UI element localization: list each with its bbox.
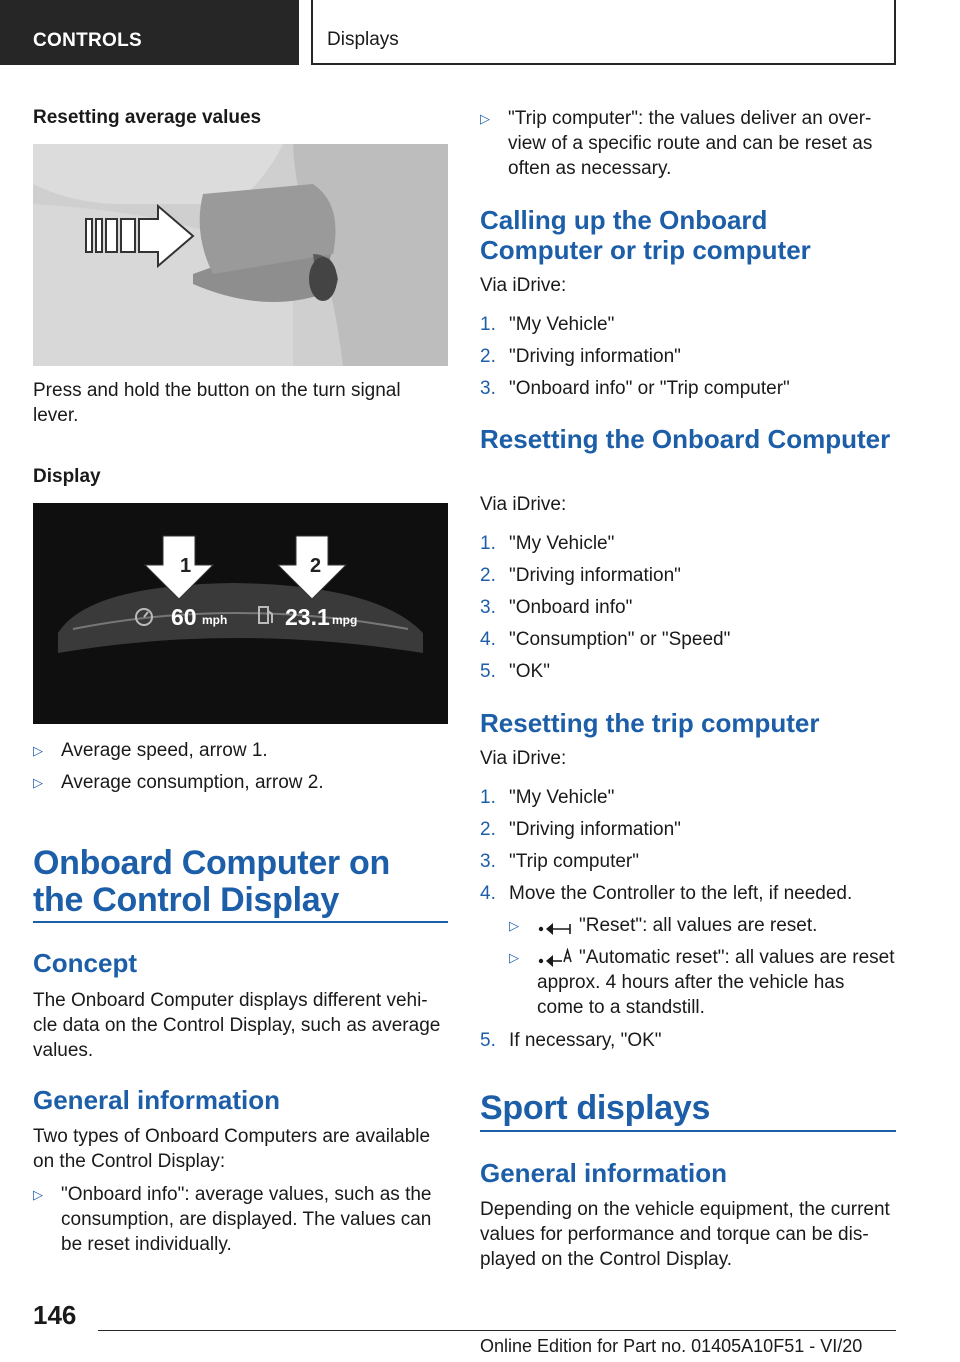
- concept-title: Concept: [33, 948, 137, 978]
- heading-rule: [480, 1130, 896, 1132]
- step-item: 5. If necessary, "OK": [480, 1030, 662, 1051]
- consumption-value: 23.1: [285, 604, 330, 630]
- step-item: 1. "My Vehicle": [480, 787, 615, 808]
- reset-trip-via: Via iDrive:: [480, 748, 567, 769]
- concept-text: The Onboard Computer displays different vehi- cle data on the Control Display, such as average values.: [33, 990, 441, 1061]
- step-item: 5. "OK": [480, 661, 550, 682]
- section-tab: [0, 0, 299, 65]
- list-item: ▷ "Trip computer": the values deliver an over- view of a specific route and can be reset as often as necessary.: [480, 108, 873, 179]
- sport-general-title: General information: [480, 1158, 728, 1188]
- step-item: 2. "Driving information": [480, 565, 681, 586]
- list-item: ▷ Average consumption, arrow 2.: [33, 772, 324, 793]
- calling-via: Via iDrive:: [480, 275, 567, 296]
- chapter-tab: [311, 0, 896, 65]
- resetting-text: Press and hold the button on the turn signal lever.: [33, 380, 401, 426]
- auto-reset-icon: [537, 948, 573, 968]
- display-title: Display: [33, 466, 101, 487]
- chapter-title: Displays: [327, 29, 399, 50]
- step-item: 4. "Consumption" or "Speed": [480, 629, 731, 650]
- general-title: General information: [33, 1085, 281, 1115]
- consumption-unit: mpg: [332, 613, 358, 627]
- calling-title: Calling up the Onboard Computer or trip computer: [480, 205, 811, 265]
- speed-unit: mph: [202, 613, 228, 627]
- step-item: 2. "Driving information": [480, 346, 681, 367]
- step-item: 1. "My Vehicle": [480, 533, 615, 554]
- list-item: ▷ "Reset": all values are reset.: [509, 915, 818, 936]
- footer-rule: [98, 1330, 896, 1331]
- step-item: 3. "Trip computer": [480, 851, 639, 872]
- list-item: ▷ Average speed, arrow 1.: [33, 740, 268, 761]
- reset-onboard-via: Via iDrive:: [480, 494, 567, 515]
- step-item: 2. "Driving information": [480, 819, 681, 840]
- list-item: ▷ "Automatic reset": all values are reset approx. 4 hours after the vehicle has come to a standstill.: [509, 947, 895, 1018]
- section-label: CONTROLS: [33, 30, 143, 51]
- turn-signal-lever-image: [33, 144, 448, 366]
- page-number: 146: [33, 1300, 77, 1330]
- step-item: 3. "Onboard info" or "Trip computer": [480, 378, 790, 399]
- step-item: 1. "My Vehicle": [480, 314, 615, 335]
- edition-text: Online Edition for Part no. 01405A10F51 - VI/20: [480, 1336, 863, 1356]
- list-item: ▷ "Onboard info": average values, such as the consumption, are displayed. The values can be reset individually.: [33, 1184, 432, 1255]
- arrow-label-2: 2: [310, 555, 322, 577]
- sport-heading: Sport displays: [480, 1089, 711, 1127]
- reset-trip-title: Resetting the trip computer: [480, 708, 820, 738]
- sport-general-text: Depending on the vehicle equipment, the current values for performance and torque can be dis- played on the Control Display.: [480, 1199, 890, 1270]
- section-heading: Onboard Computer on the Control Display: [33, 844, 390, 919]
- instrument-display-image: [33, 503, 448, 724]
- step-item: 4. Move the Controller to the left, if needed.: [480, 883, 853, 904]
- reset-onboard-title: Resetting the Onboard Computer: [480, 424, 891, 454]
- speed-value: 60: [171, 604, 197, 630]
- step-item: 3. "Onboard info": [480, 597, 633, 618]
- arrow-label-1: 1: [180, 555, 192, 577]
- general-text: Two types of Onboard Computers are available on the Control Display:: [33, 1126, 431, 1172]
- resetting-title: Resetting average values: [33, 107, 262, 128]
- heading-rule: [33, 921, 448, 923]
- reset-icon: [537, 918, 573, 934]
